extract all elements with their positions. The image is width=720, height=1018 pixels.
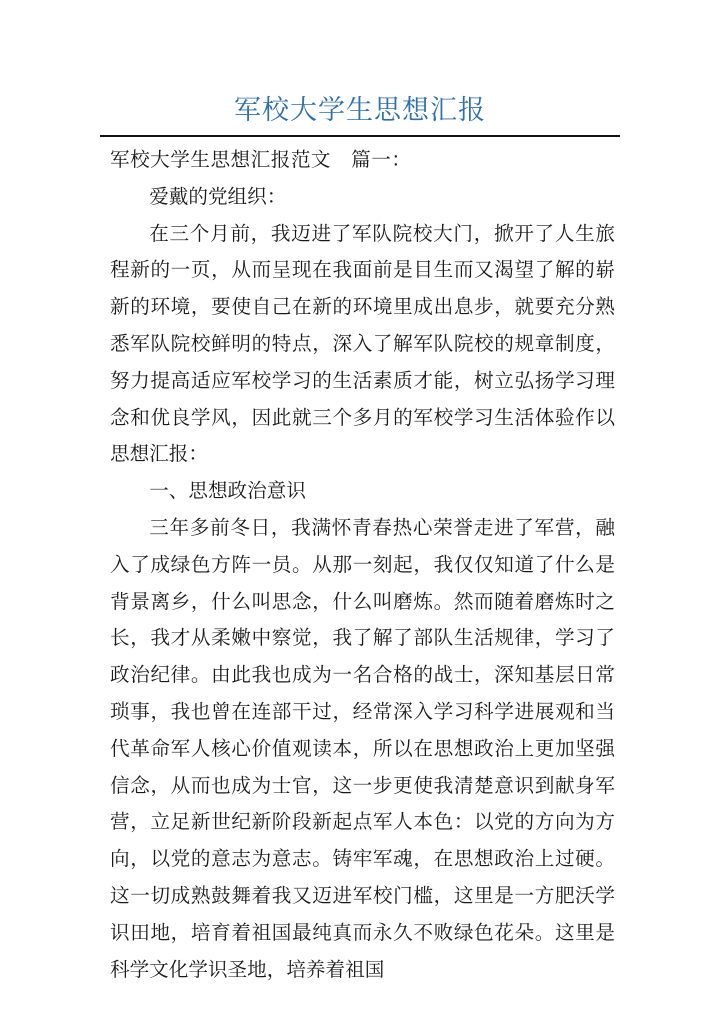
salutation: 爱戴的党组织： <box>149 184 287 208</box>
paragraph-political: 三年多前冬日，我满怀青春热心荣誉走进了军营，融入了成绿色方阵一员。从那一刻起，我仅仅知道了什么是背景离乡，什么叫思念，什么叫磨炼。然而随着磨炼时之长，我才从柔嫩中察觉，我了解了部队生活规律，学习了政治纪律。由此我也成为一名合格的战士，深知基层日常琐事，我也曾在连部干过，经常深入学习科学进展观和当代革命军人核心价值观读本，所以在思想政治上更加坚强信念，从而也成为士官，这一步更使我清楚意识到献身军营，立足新世纪新阶段新起点军人本色：以党的方向为方向，以党的意志为意志。铸牢军魂，在思想政治上过硬。这一切成熟鼓舞着我又迈进军校门槛，这里是一方肥沃学识田地，培育着祖国最纯真而永久不败绿色花朵。这里是科学文化学识圣地，培养着祖国 <box>110 515 615 981</box>
section-heading: 一、思想政治意识 <box>149 479 306 503</box>
document-body <box>110 142 615 988</box>
document-subtitle: 军校大学生思想汇报范文 篇一： <box>110 148 412 171</box>
document-title: 军校大学生思想汇报 <box>234 95 486 126</box>
paragraph-intro: 在三个月前，我迈进了军队院校大门，掀开了人生旅程新的一页，从而呈现在我面前是目生而又渴望了解的崭新的环境，要使自己在新的环境里成出息步，就要充分熟悉军队院校鲜明的特点，深入了解军队院校的规章制度，努力提高适应军校学习的生活素质才能，树立弘扬学习理念和优良学风，因此就三个多月的军校学习生活体验作以思想汇报： <box>110 221 615 466</box>
title-divider <box>100 135 620 137</box>
